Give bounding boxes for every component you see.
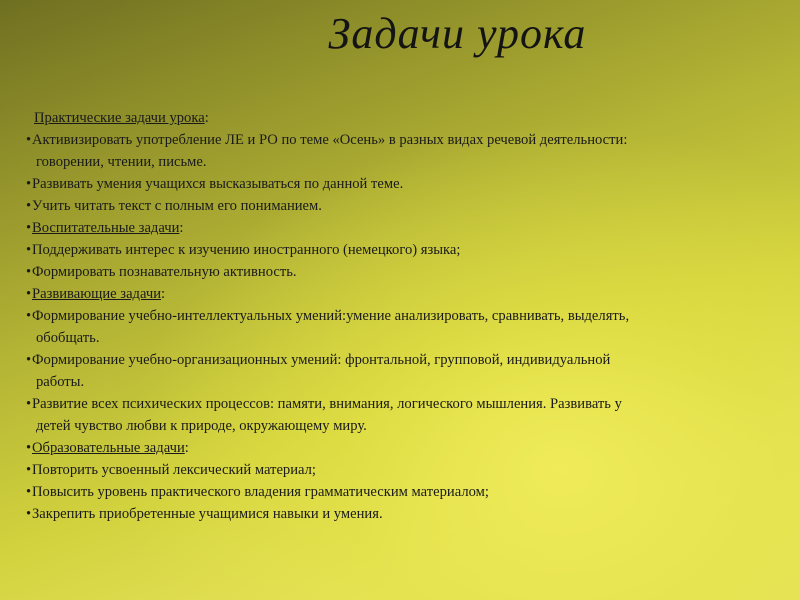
section-heading-line	[22, 283, 792, 305]
list-item	[22, 129, 792, 151]
bullet-icon: •	[26, 462, 32, 478]
bullet-icon: •	[26, 242, 32, 258]
section-heading-suffix: :	[179, 220, 184, 236]
section-heading-line	[22, 437, 792, 459]
list-item-text: Активизировать употребление ЛЕ и РО по теме «Осень» в разных видах речевой деятельности:	[32, 132, 628, 148]
slide-title: Задачи урока	[328, 9, 587, 58]
bullet-icon: •	[26, 132, 32, 148]
list-item-continuation: работы.	[36, 374, 85, 390]
list-item	[22, 503, 792, 525]
intro-heading-suffix: :	[204, 110, 209, 126]
bullet-icon: •	[26, 198, 32, 214]
list-item	[22, 481, 792, 503]
list-item	[22, 349, 792, 371]
section-heading: Развивающие задачи	[32, 286, 162, 302]
list-item-text: Развивать умения учащихся высказываться по данной теме.	[32, 176, 404, 192]
bullet-icon: •	[26, 396, 32, 412]
section-heading-suffix: :	[161, 286, 166, 302]
list-item-text: Поддерживать интерес к изучению иностранного (немецкого) языка;	[32, 242, 461, 258]
bullet-icon: •	[26, 286, 32, 302]
bullet-icon: •	[26, 176, 32, 192]
list-item	[22, 459, 792, 481]
slide-content	[22, 107, 792, 525]
bullet-icon: •	[26, 220, 32, 236]
list-item-text: Повторить усвоенный лексический материал;	[32, 462, 316, 478]
intro-heading: Практические задачи урока	[34, 110, 205, 126]
section-heading-suffix: :	[184, 440, 189, 456]
bullet-icon: •	[26, 484, 32, 500]
list-item-text: Развитие всех психических процессов: памяти, внимания, логического мышления. Развивать у	[32, 396, 622, 412]
list-item-text: Формирование учебно-интеллектуальных умений:умение анализировать, сравнивать, выделять,	[32, 308, 630, 324]
list-item-text: Повысить уровень практического владения грамматическим материалом;	[32, 484, 489, 500]
list-item	[22, 305, 792, 327]
section-heading-line	[22, 217, 792, 239]
list-item-text: Формировать познавательную активность.	[32, 264, 297, 280]
list-item	[22, 261, 792, 283]
list-item	[22, 239, 792, 261]
list-item-continuation: детей чувство любви к природе, окружающему миру.	[36, 418, 367, 434]
list-item-text: Учить читать текст с полным его пониманием.	[32, 198, 322, 214]
bullet-icon: •	[26, 308, 32, 324]
bullet-icon: •	[26, 506, 32, 522]
bullet-icon: •	[26, 440, 32, 456]
list-item-continuation: говорении, чтении, письме.	[36, 154, 207, 170]
list-item	[22, 195, 792, 217]
list-item-text: Формирование учебно-организационных умений: фронтальной, групповой, индивидуальной	[32, 352, 611, 368]
section-heading: Образовательные задачи	[32, 440, 185, 456]
section-heading: Воспитательные задачи	[32, 220, 180, 236]
intro-heading-line	[22, 107, 792, 129]
bullet-icon: •	[26, 352, 32, 368]
list-item	[22, 393, 792, 415]
list-item-continuation: обобщать.	[36, 330, 100, 346]
bullet-icon: •	[26, 264, 32, 280]
list-item	[22, 173, 792, 195]
list-item-text: Закрепить приобретенные учащимися навыки и умения.	[32, 506, 383, 522]
